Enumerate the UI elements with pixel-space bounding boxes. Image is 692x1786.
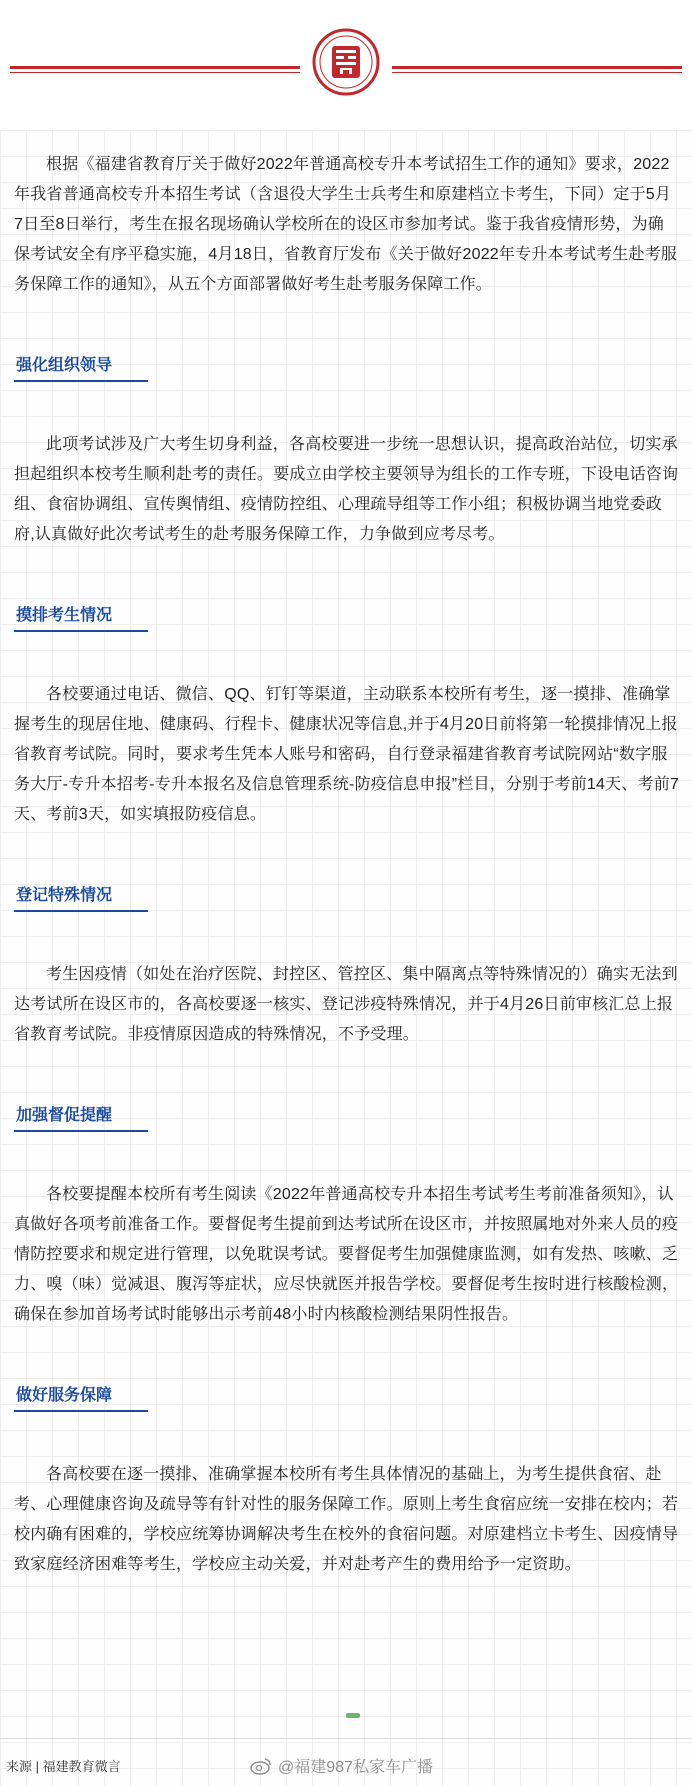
section-title: 摸排考生情况 xyxy=(16,607,113,624)
section-title: 登记特殊情况 xyxy=(16,887,113,904)
section-underline xyxy=(14,630,148,632)
footer-divider-dot xyxy=(346,1713,360,1718)
section-title: 做好服务保障 xyxy=(16,1387,113,1404)
section-underline xyxy=(14,1130,148,1132)
section-paragraph: 各高校要在逐一摸排、准确掌握本校所有考生具体情况的基础上，为考生提供食宿、赴考、心理健康咨询及疏导等有针对性的服务保障工作。原则上考生食宿应统一安排在校内；若校内确有困难的，学校应统筹协调解决考生在校外的食宿问题。对原建档立卡考生、因疫情导致家庭经济困难等考生，学校应主动关爱，并对赴考产生的费用给予一定资助。 xyxy=(14,1466,679,1573)
header-rule-right xyxy=(392,66,682,69)
section-title: 强化组织领导 xyxy=(16,357,113,374)
article-body xyxy=(14,150,680,1580)
section-paragraph: 考生因疫情（如处在治疗医院、封控区、管控区、集中隔离点等特殊情况的）确实无法到达考试所在设区市的，各高校要逐一核实、登记涉疫特殊情况，并于4月26日前审核汇总上报省教育考试院。非疫情原因造成的特殊情况，不予受理。 xyxy=(14,966,678,1043)
section-paragraph: 此项考试涉及广大考生切身利益，各高校要进一步统一思想认识，提高政治站位，切实承担起组织本校考生顺利赴考的责任。要成立由学校主要领导为组长的工作专班，下设电话咨询组、食宿协调组、宣传舆情组、疫情防控组、心理疏导组等工作小组；积极协调当地党委政府,认真做好此次考试考生的赴考服务保障工作，力争做到应考尽考。 xyxy=(14,436,679,543)
section-paragraph: 各校要提醒本校所有考生阅读《2022年普通高校专升本招生考试考生考前准备须知》，认真做好各项考前准备工作。要督促考生提前到达考试所在设区市，并按照属地对外来人员的疫情防控要求和规定进行管理，以免耽误考试。要督促考生加强健康监测，如有发热、咳嗽、乏力、嗅（味）觉减退、腹泻等症状，应尽快就医并报告学校。要督促考生按时进行核酸检测，确保在参加首场考试时能够出示考前48小时内核酸检测结果阴性报告。 xyxy=(14,1186,679,1323)
section-heading xyxy=(14,598,680,632)
header-rule-right-thin xyxy=(392,72,682,73)
weibo-icon xyxy=(250,1757,272,1775)
section-heading xyxy=(14,1378,680,1412)
header-rule-left-thin xyxy=(10,72,300,73)
section-underline xyxy=(14,380,148,382)
footer-rule xyxy=(0,1738,692,1739)
section-heading xyxy=(14,878,680,912)
section-underline xyxy=(14,910,148,912)
watermark-text: @福建987私家车广播 xyxy=(278,1759,433,1776)
weibo-watermark xyxy=(250,1754,433,1777)
article-header xyxy=(0,0,692,130)
intro-paragraph: 根据《福建省教育厅关于做好2022年普通高校专升本考试招生工作的通知》要求，2022年我省普通高校专升本招生考试（含退役大学生士兵考生和原建档立卡考生，下同）定于5月7日至8日举行，考生在报名现场确认学校所在的设区市参加考试。鉴于我省疫情形势，为确保考试安全有序平稳实施，4月18日，省教育厅发布《关于做好2022年专升本考试考生赴考服务保障工作的通知》，从五个方面部署做好考生赴考服务保障工作。 xyxy=(14,156,678,293)
source-credit: 来源 | 福建教育微言 xyxy=(6,1759,121,1774)
section-title: 加强督促提醒 xyxy=(16,1107,113,1124)
header-rule-left xyxy=(10,66,300,69)
section-underline xyxy=(14,1410,148,1412)
section-paragraph: 各校要通过电话、微信、QQ、钉钉等渠道，主动联系本校所有考生，逐一摸排、准确掌握考生的现居住地、健康码、行程卡、健康状况等信息,并于4月20日前将第一轮摸排情况上报省教育考试院。同时，要求考生凭本人账号和密码，自行登录福建省教育考试院网站“数字服务大厅-专升本招考-专升本报名及信息管理系统-防疫信息申报”栏目，分别于考前14天、考前7天、考前3天，如实填报防疫信息。 xyxy=(14,686,680,823)
education-emblem-icon xyxy=(312,28,380,96)
section-heading xyxy=(14,1098,680,1132)
section-heading xyxy=(14,348,680,382)
